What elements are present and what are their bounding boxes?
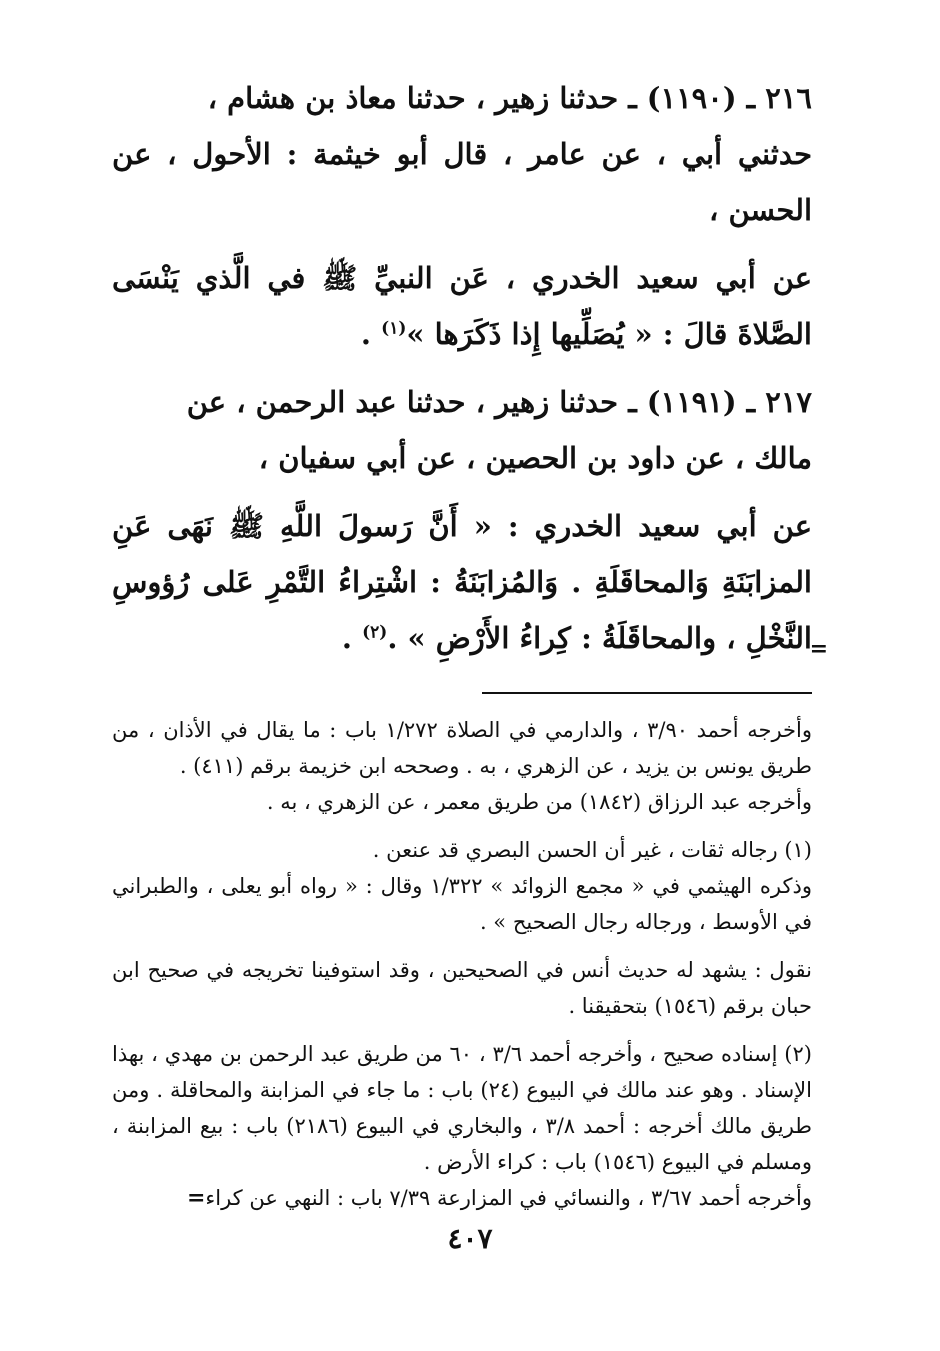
hadith-217-matn [112, 498, 812, 666]
page-number: ٤٠٧ [447, 1222, 493, 1255]
hadith-217-line1: ٢١٧ ـ (١١٩١) ـ حدثنا زهير ، حدثنا عبد الرحمن ، عن [186, 385, 812, 419]
footnote-2-b-text: وأخرجه أحمد ٣/٦٧ ، والنسائي في المزارعة ٧/٣٩ باب : النهي عن كراء [205, 1186, 812, 1210]
footnote-1-c: نقول : يشهد له حديث أنس في الصحيحين ، وقد استوفينا تخريجه في صحيح ابن حبان برقم (١٥٤٦) بتحقيقنا . [112, 958, 812, 1018]
footnote-continued-1 [112, 712, 812, 784]
continuation-mark-end: = [186, 1185, 206, 1211]
footnote-ref-1: (١) [381, 318, 407, 339]
footnote-2-b [112, 1180, 812, 1216]
hadith-216-isnad [112, 70, 812, 238]
hadith-216-matn [112, 250, 812, 362]
footnote-continued-text: وأخرجه أحمد ٣/٩٠ ، والدارمي في الصلاة ١/٢٧٢ باب : ما يقال في الأذان ، من طريق يونس بن يزيد ، عن الزهري ، به . وصححه ابن خزيمة برقم (٤١١) . [112, 718, 812, 778]
footnote-2-a: (٢) إسناده صحيح ، وأخرجه أحمد ٣/٦ ، ٦٠ من طريق عبد الرحمن بن مهدي ، بهذا الإسناد . وهو عند مالك في البيوع (٢٤) باب : ما جاء في المزابنة والمحاقلة . ومن طريق مالك أخرجه : أحمد ٣/٨ ، والبخاري في البيوع (٢١٨٦) باب : بيع المزابنة ، ومسلم في البيوع (١٥٤٦) باب : كراء الأرض . [112, 1042, 813, 1174]
hadith-216-quote: « يُصَلِّيها إِذا ذَكَرَها » [406, 317, 653, 351]
hadith-217-isnad [112, 374, 812, 486]
footnote-1-a: (١) رجاله ثقات ، غير أن الحسن البصري قد عنعن . [372, 838, 812, 862]
hadith-217-end: . [341, 621, 352, 655]
hadith-216 [112, 70, 812, 362]
footnote-continued-2: وأخرجه عبد الرزاق (١٨٤٢) من طريق معمر ، عن الزهري ، به . [266, 790, 812, 814]
footnotes [112, 712, 812, 1216]
continuation-mark-start: = [809, 636, 828, 662]
footnote-1-b: وذكره الهيثمي في « مجمع الزوائد » ١/٣٢٢ وقال : « رواه أبو يعلى ، والطبراني في الأوسط ، ورجاله رجال الصحيح » . [112, 874, 812, 934]
hadith-216-end: . [360, 317, 372, 351]
footnote-divider [482, 692, 812, 694]
hadith-217 [112, 374, 812, 666]
main-text [112, 70, 812, 666]
hadith-216-text: عن أبي سعيد الخدري ، عَن النبيِّ ﷺ في الَّذي يَنْسَى الصَّلاةَ قالَ : [112, 261, 812, 351]
hadith-217-line2: مالك ، عن داود بن الحصين ، عن أبي سفيان ، [258, 441, 812, 475]
hadith-216-line1: ٢١٦ ـ (١١٩٠) ـ حدثنا زهير ، حدثنا معاذ بن هشام ، [207, 81, 812, 115]
hadith-217-text: عن أبي سعيد الخدري : « أَنَّ رَسولَ اللَّهِ ﷺ نَهَى عَنِ المزابَنَةِ وَالمحاقَلَةِ . وَالمُزابَنَةُ : اشْتِراءُ التَّمْرِ عَلى رُؤوسِ النَّخْلِ ، والمحاقَلَةُ : كِراءُ الأَرْضِ » . [112, 509, 812, 655]
hadith-216-line2: حدثني أبي ، عن عامر ، قال أبو خيثمة : الأحول ، عن الحسن ، [112, 137, 812, 227]
footnote-ref-2: (٢) [362, 622, 388, 643]
